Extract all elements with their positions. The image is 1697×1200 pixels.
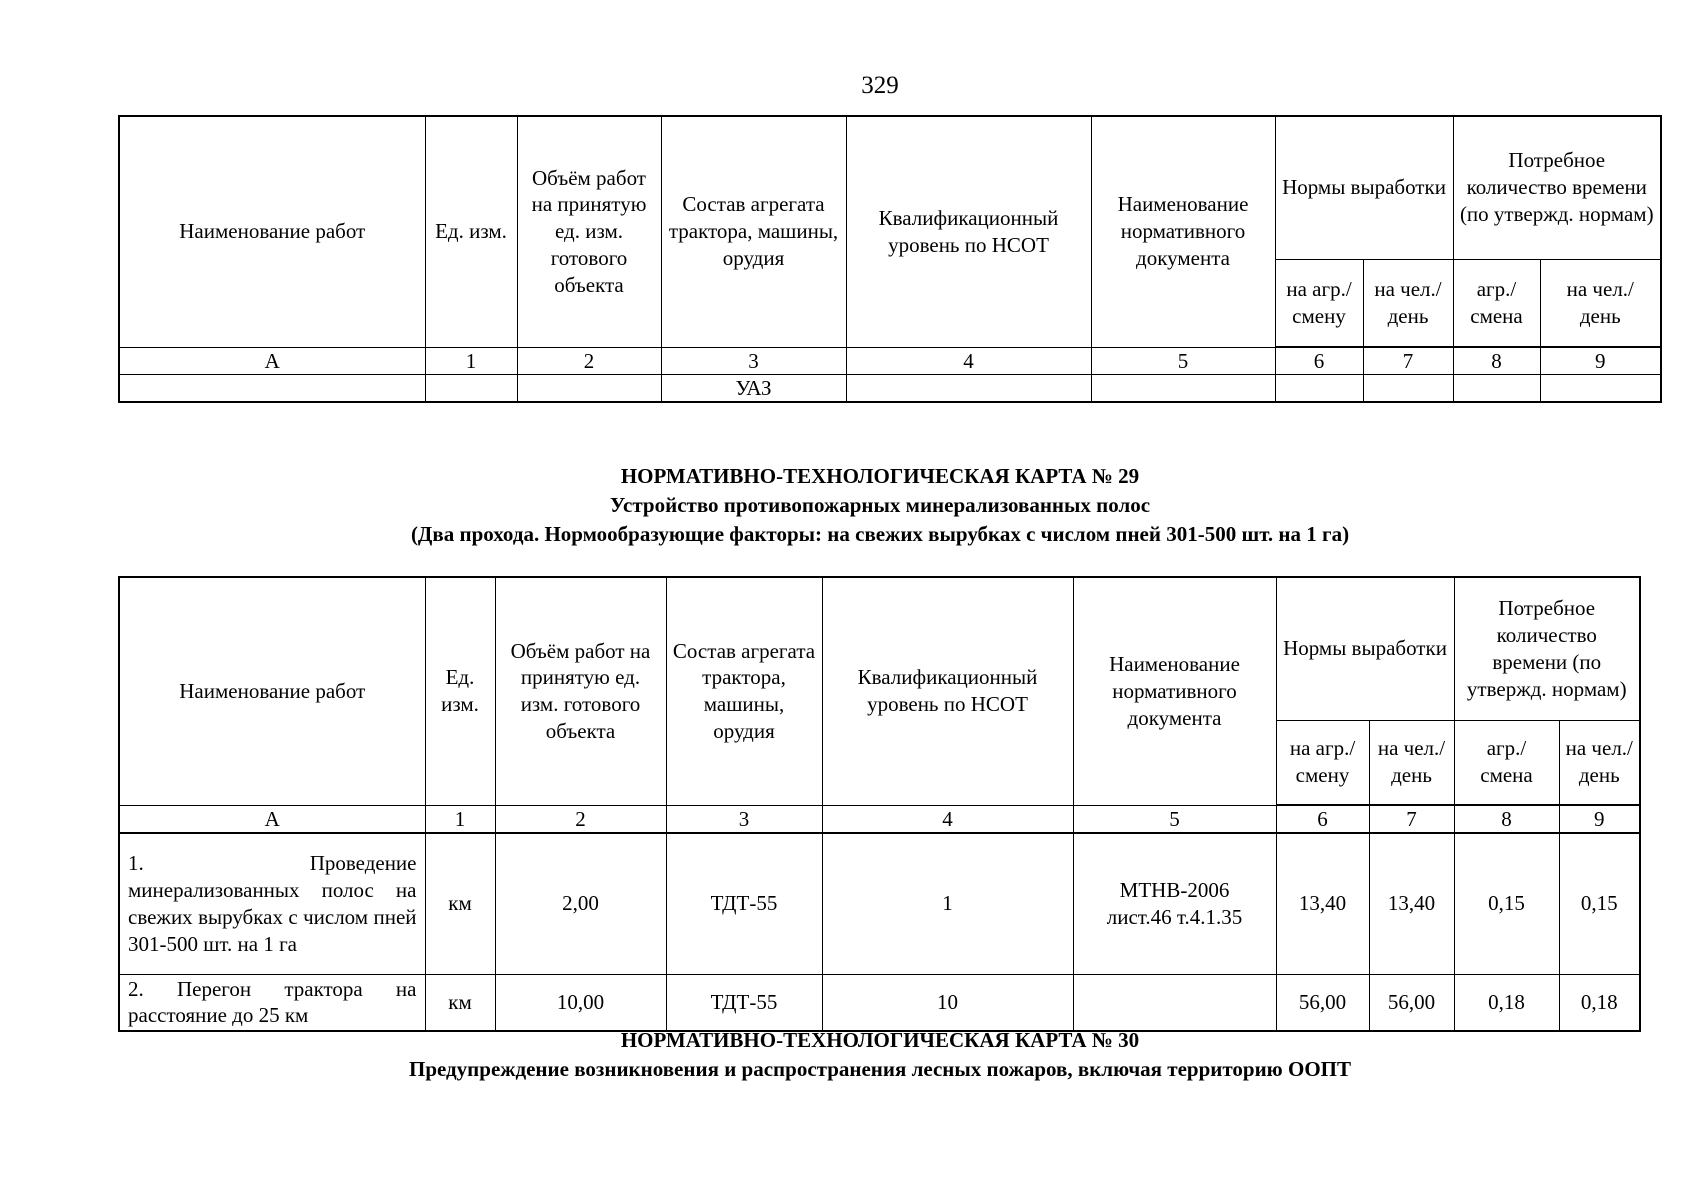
index-row bbox=[119, 347, 1661, 375]
cell-need-chel: 0,18 bbox=[1559, 974, 1640, 1031]
header-composition: Состав агрегата трактора, машины, орудия bbox=[666, 577, 822, 805]
cell-need-chel: 0,15 bbox=[1559, 833, 1640, 974]
header-document: Наименование нормативного документа bbox=[1091, 116, 1275, 347]
cell-document bbox=[1073, 974, 1276, 1031]
index-cell: 6 bbox=[1276, 805, 1369, 833]
header-qualification: Квалификационный уровень по НСОТ bbox=[822, 577, 1073, 805]
header-norm-chel: на чел./ день bbox=[1369, 720, 1454, 805]
index-cell: 1 bbox=[425, 805, 495, 833]
header-unit: Ед. изм. bbox=[425, 577, 495, 805]
header-need: Потребное количество времени (по утвержд. нормам) bbox=[1454, 577, 1640, 720]
card29-heading bbox=[0, 462, 1697, 549]
index-cell: 7 bbox=[1363, 347, 1453, 375]
cell-norm-chel: 56,00 bbox=[1369, 974, 1454, 1031]
cell-qualification: 10 bbox=[822, 974, 1073, 1031]
header-composition: Состав агрегата трактора, машины, орудия bbox=[661, 116, 846, 347]
header-unit: Ед. изм. bbox=[425, 116, 517, 347]
index-cell: А bbox=[119, 805, 425, 833]
index-cell: 9 bbox=[1540, 347, 1661, 375]
index-cell: 8 bbox=[1454, 805, 1559, 833]
cell-norm-agr: 13,40 bbox=[1276, 833, 1369, 974]
header-volume: Объём работ на принятую ед. изм. готового объекта bbox=[517, 116, 661, 347]
header-norms: Нормы выработки bbox=[1275, 116, 1453, 259]
table-row bbox=[119, 375, 1661, 403]
cell-norm-agr: 56,00 bbox=[1276, 974, 1369, 1031]
cell-need-agr: 0,15 bbox=[1454, 833, 1559, 974]
header-volume: Объём работ на принятую ед. изм. готового объекта bbox=[495, 577, 666, 805]
header-norm-agr: на агр./ смену bbox=[1275, 259, 1363, 347]
index-cell: 2 bbox=[517, 347, 661, 375]
page-number: 329 bbox=[861, 72, 899, 99]
card30-title: НОРМАТИВНО-ТЕХНОЛОГИЧЕСКАЯ КАРТА № 30 bbox=[620, 1028, 1140, 1052]
table-row bbox=[119, 974, 1640, 1031]
card30-heading bbox=[0, 1026, 1697, 1084]
index-cell: 6 bbox=[1275, 347, 1363, 375]
cell-unit: км bbox=[425, 833, 495, 974]
header-norm-chel: на чел./ день bbox=[1363, 259, 1453, 347]
index-cell: 4 bbox=[822, 805, 1073, 833]
cell-work-name: 2. Перегон трактора на расстояние до 25 км bbox=[119, 974, 425, 1031]
index-cell: 3 bbox=[666, 805, 822, 833]
header-work-name: Наименование работ bbox=[119, 577, 425, 805]
header-document: Наименование нормативного документа bbox=[1073, 577, 1276, 805]
document-line: МТНВ-2006 bbox=[1119, 877, 1230, 902]
cell-volume: 2,00 bbox=[495, 833, 666, 974]
index-cell: 2 bbox=[495, 805, 666, 833]
index-cell: 5 bbox=[1073, 805, 1276, 833]
cell-volume: 10,00 bbox=[495, 974, 666, 1031]
header-need-chel: на чел./ день bbox=[1540, 259, 1661, 347]
header-need-agr: агр./ смена bbox=[1454, 720, 1559, 805]
cell-need-agr: 0,18 bbox=[1454, 974, 1559, 1031]
index-cell: 8 bbox=[1453, 347, 1540, 375]
header-need-agr: агр./ смена bbox=[1453, 259, 1540, 347]
cell-composition: ТДТ-55 bbox=[666, 833, 822, 974]
index-cell: 5 bbox=[1091, 347, 1275, 375]
cell-unit: км bbox=[425, 974, 495, 1031]
index-cell: 3 bbox=[661, 347, 846, 375]
header-need: Потребное количество времени (по утвержд. нормам) bbox=[1453, 116, 1661, 259]
header-qualification: Квалификационный уровень по НСОТ bbox=[846, 116, 1091, 347]
index-row bbox=[119, 805, 1640, 833]
header-work-name: Наименование работ bbox=[119, 116, 425, 347]
header-need-chel: на чел./ день bbox=[1559, 720, 1640, 805]
index-cell: 7 bbox=[1369, 805, 1454, 833]
card29-subtitle: Устройство противопожарных минерализованных полос bbox=[609, 493, 1151, 517]
card29-factors: (Два прохода. Нормообразующие факторы: на свежих вырубках с числом пней 301-500 шт. на 1 га) bbox=[410, 522, 1350, 546]
cell-composition: УАЗ bbox=[661, 375, 846, 403]
cell-norm-chel: 13,40 bbox=[1369, 833, 1454, 974]
cell-document bbox=[1073, 833, 1276, 974]
header-norm-agr: на агр./ смену bbox=[1276, 720, 1369, 805]
index-cell: А bbox=[119, 347, 425, 375]
card30-subtitle: Предупреждение возникновения и распространения лесных пожаров, включая территорию ООПТ bbox=[408, 1057, 1351, 1081]
cell-qualification: 1 bbox=[822, 833, 1073, 974]
header-norms: Нормы выработки bbox=[1276, 577, 1454, 720]
card29-title: НОРМАТИВНО-ТЕХНОЛОГИЧЕСКАЯ КАРТА № 29 bbox=[620, 464, 1140, 488]
document-line: лист.46 т.4.1.35 bbox=[1106, 904, 1243, 929]
cell-composition: ТДТ-55 bbox=[666, 974, 822, 1031]
continuation-table bbox=[118, 115, 1662, 403]
index-cell: 4 bbox=[846, 347, 1091, 375]
card29-table bbox=[118, 576, 1641, 1032]
cell-work-name: 1. Проведение минерализованных полос на свежих вырубках с числом пней 301-500 шт. на 1 га bbox=[119, 833, 425, 974]
index-cell: 9 bbox=[1559, 805, 1640, 833]
table-row bbox=[119, 833, 1640, 974]
index-cell: 1 bbox=[425, 347, 517, 375]
